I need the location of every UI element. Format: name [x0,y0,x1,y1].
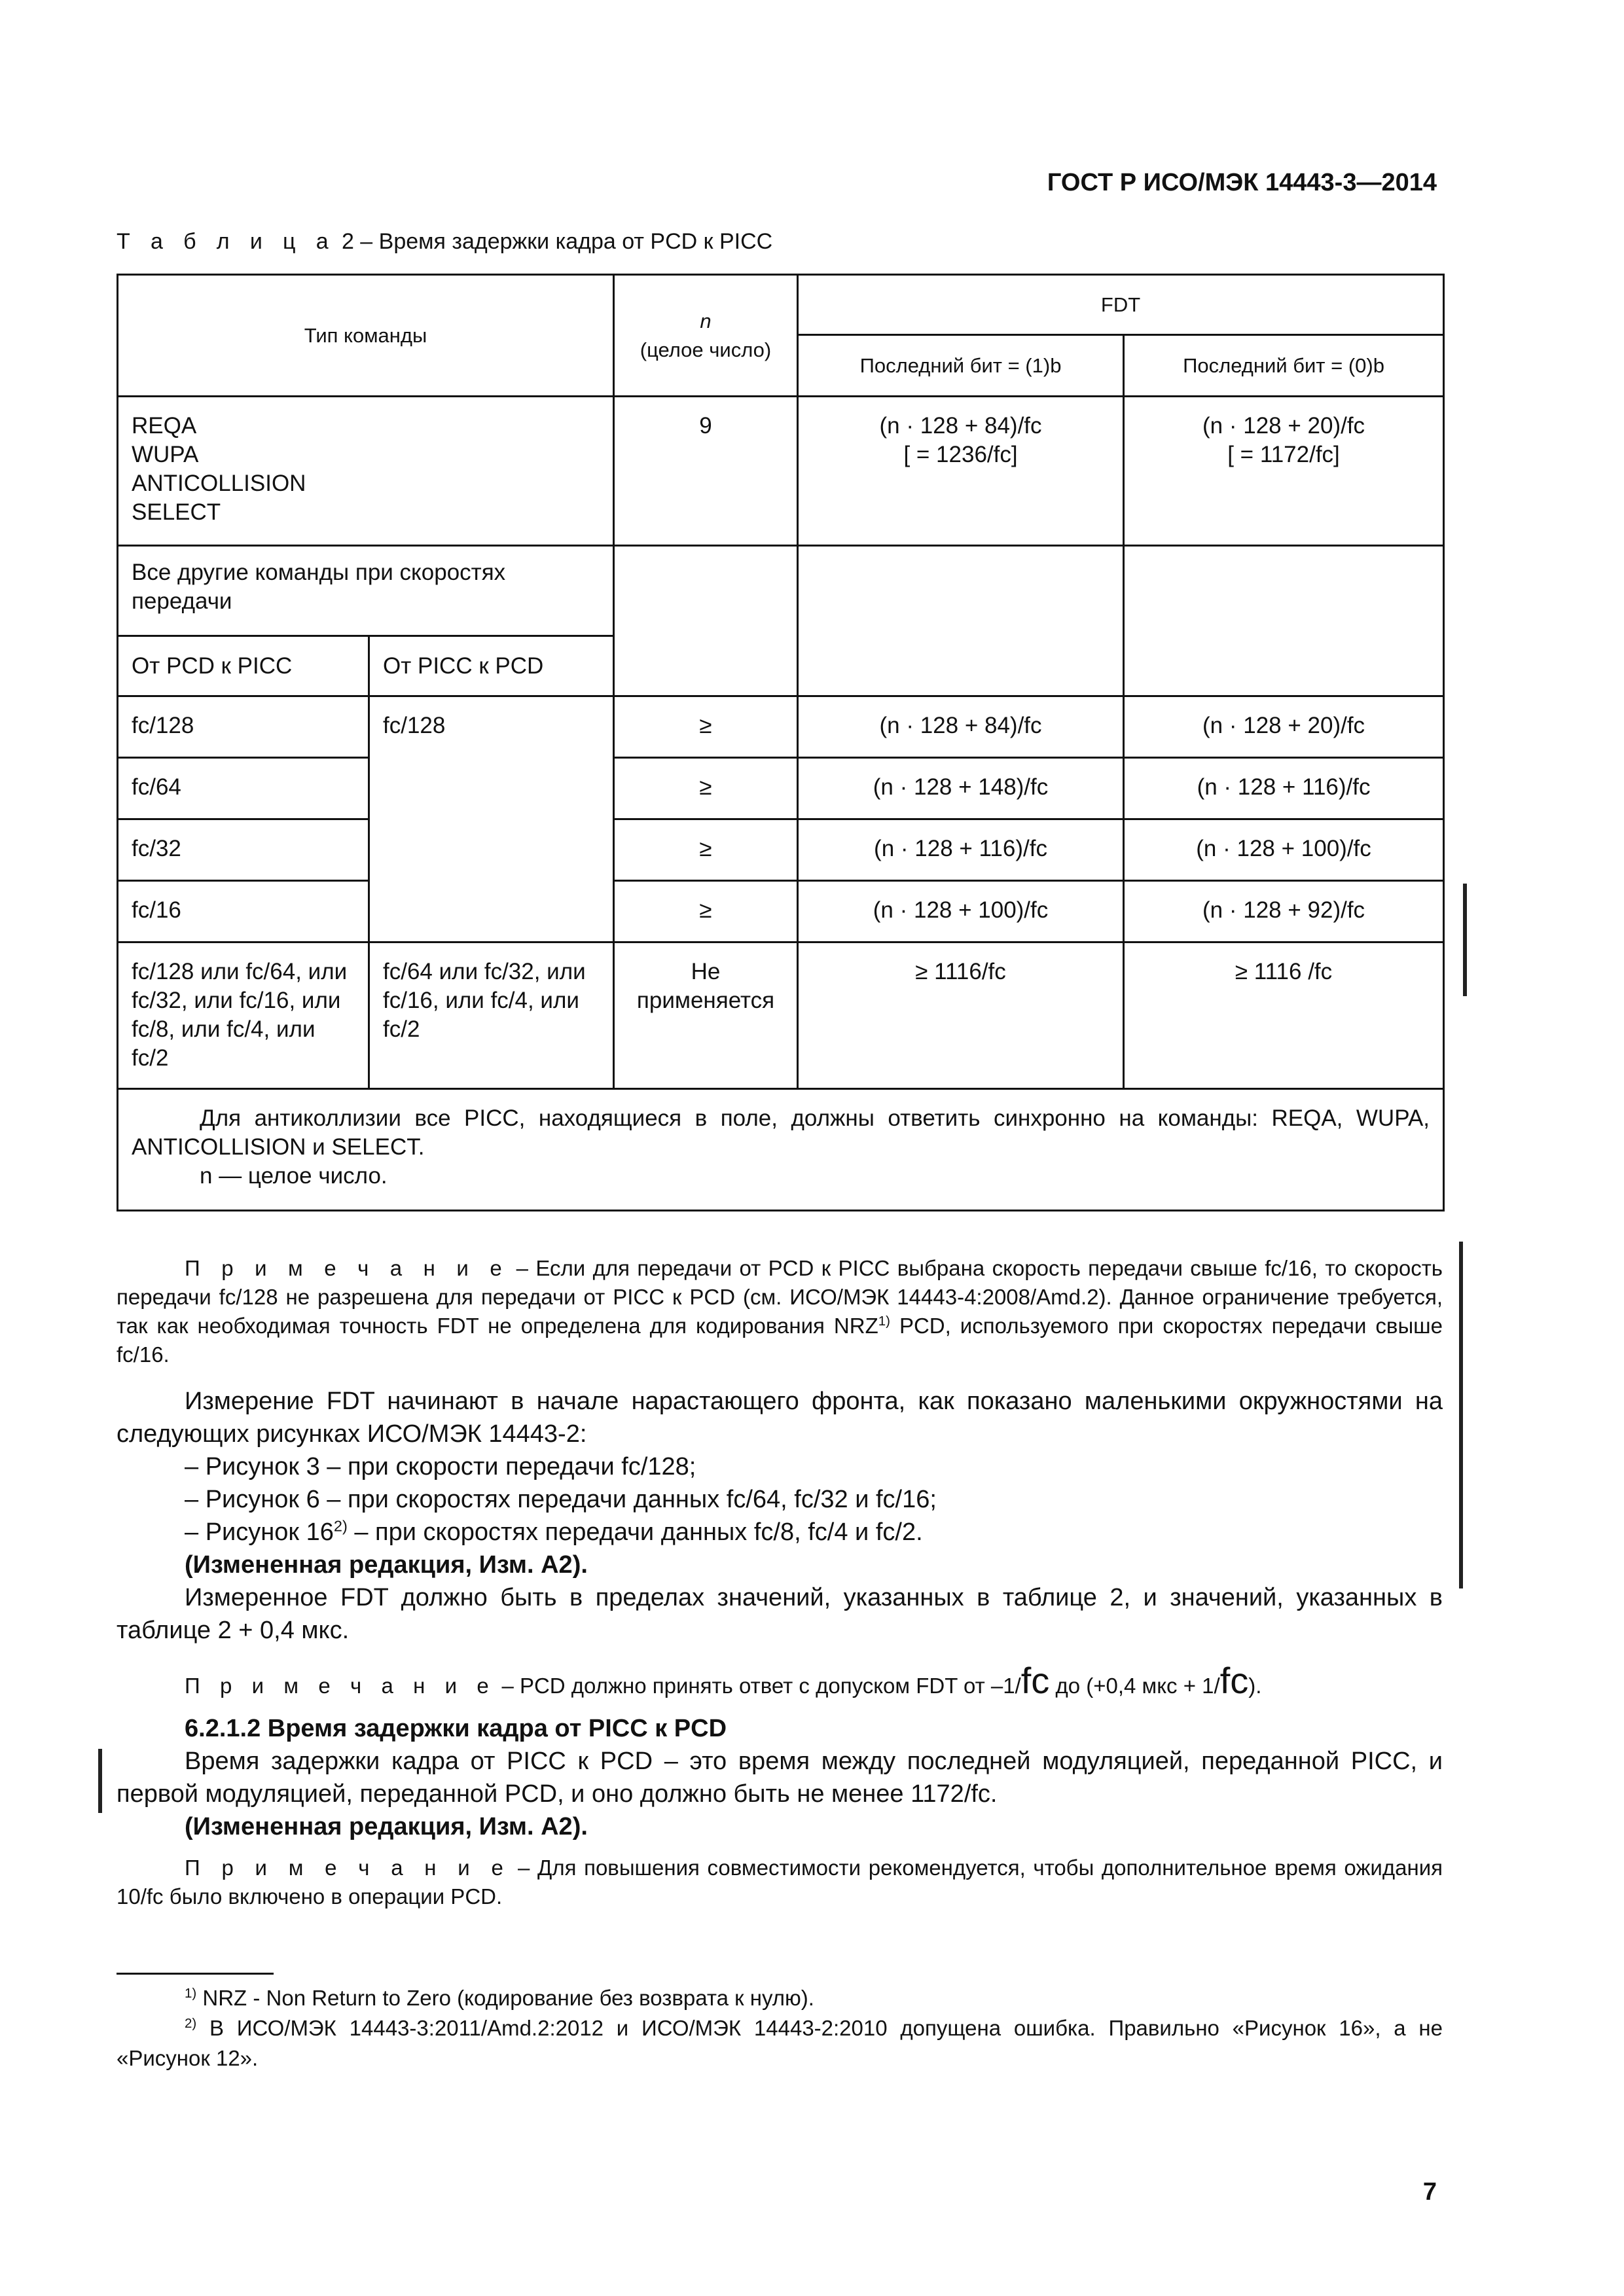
footnote-mark: 1) [185,1986,197,2001]
note-tolerance [117,1660,1443,1701]
header-n-sub: (целое число) [640,338,772,361]
last-row-pcd: fc/128 или fc/64, или fc/32, или fc/16, или fc/8, или fc/4, или fc/2 [118,942,369,1089]
row-n: ≥ [614,819,798,881]
footnotes [117,1983,1443,2073]
commands-fdt1 [798,397,1124,546]
measurement-section [117,1385,1443,1647]
section-text: Время задержки кадра от PICC к PCD – это время между последней модуляцией, переданной PICC, и первой модуляцией, переданной PCD, и оно должно быть не менее 1172/fc. [117,1748,1443,1808]
section-title: 6.2.1.2 Время задержки кадра от PICC к PCD [185,1715,727,1742]
commands-n: 9 [614,397,798,546]
commands-fdt1-value: [ = 1236/fc] [903,442,1018,467]
page-header: ГОСТ Р ИСО/МЭК 14443-3—2014 [1047,169,1437,196]
last-row-n: Не применяется [614,942,798,1089]
table-caption-label: Т а б л и ц а [117,229,336,254]
table-footer-n: n — целое число. [200,1163,388,1189]
measurement-item: – Рисунок 6 – при скоростях передачи данных fc/64, fc/32 и fc/16; [185,1486,937,1513]
command-anticollision: ANTICOLLISION [132,471,306,496]
header-last-bit-1: Последний бит = (1)b [798,335,1124,397]
commands-fdt0-value: [ = 1172/fc] [1227,442,1340,467]
other-commands: Все другие команды при скоростях передачи [118,546,614,636]
row-fdt1: (n · 128 + 116)/fc [798,819,1124,881]
header-n [614,275,798,397]
measurement-item-text: – Рисунок 16 [185,1518,334,1546]
note-fc: fc [1219,1660,1249,1701]
changed-edition: (Измененная редакция, Изм. А2). [185,1813,588,1840]
footnote-separator [117,1973,274,1975]
changed-edition: (Измененная редакция, Изм. А2). [185,1551,588,1579]
note-fc16 [117,1254,1443,1369]
note-text: – PCD должно принять ответ с допуском FDT от –1/ [501,1674,1021,1698]
header-fdt: FDT [798,275,1444,335]
note-label: П р и м е ч а н и е [185,1674,496,1698]
row-fdt1: (n · 128 + 84)/fc [798,696,1124,758]
last-row-picc: fc/64 или fc/32, или fc/16, или fc/4, или fc/2 [369,942,614,1089]
footnote-text: NRZ - Non Return to Zero (кодирование без возврата к нулю). [202,1986,814,2010]
table-footer-note: Для антиколлизии все PICC, находящиеся в поле, должны ответить синхронно на команды: REQA, WUPA, ANTICOLLISION и SELECT. [132,1105,1430,1160]
table-caption-text: 2 – Время задержки кадра от PCD к PICC [341,229,773,254]
other-n-empty [614,546,798,696]
change-bar-right-short [1463,884,1467,996]
change-bar-left [98,1749,102,1813]
row-pcd: fc/128 [118,696,369,758]
note-wait-time [117,1854,1443,1911]
other-fdt0-empty [1124,546,1444,696]
commands-fdt0-formula: (n · 128 + 20)/fc [1202,413,1365,439]
footnote-ref: 1) [878,1314,890,1329]
row-fdt1: (n · 128 + 148)/fc [798,758,1124,819]
measurement-item [117,1516,1443,1549]
header-last-bit-0: Последний бит = (0)b [1124,335,1444,397]
footnote-mark: 2) [185,2016,197,2031]
commands-fdt1-formula: (n · 128 + 84)/fc [879,413,1042,439]
commands-cell [118,397,614,546]
row-n: ≥ [614,696,798,758]
row-fdt0: (n · 128 + 20)/fc [1124,696,1444,758]
section-6-2-1-2 [117,1712,1443,1843]
table-footer [118,1089,1444,1211]
note-fc: fc [1020,1660,1050,1701]
other-fdt1-empty [798,546,1124,696]
command-reqa: REQA [132,413,197,439]
note-text: – Для повышения совместимости рекомендуется, чтобы дополнительное время ожидания 10/fc было включено в операции PCD. [117,1856,1443,1909]
measured-fdt: Измеренное FDT должно быть в пределах значений, указанных в таблице 2, и значений, указанных в таблице 2 + 0,4 мкс. [117,1584,1443,1644]
note-label: П р и м е ч а н и е [185,1856,511,1880]
header-command-type: Тип команды [118,275,614,397]
footnote-2 [117,2013,1443,2073]
row-n: ≥ [614,881,798,942]
note-label: П р и м е ч а н и е [185,1256,509,1280]
row-fdt0: (n · 128 + 92)/fc [1124,881,1444,942]
command-select: SELECT [132,499,221,525]
row-fdt0: (n · 128 + 116)/fc [1124,758,1444,819]
note-text: до (+0,4 мкс + 1/ [1055,1674,1220,1698]
footnote-text: В ИСО/МЭК 14443-3:2011/Amd.2:2012 и ИСО/МЭК 14443-2:2010 допущена ошибка. Правильно «Рисунок 16», а не «Рисунок 12». [117,2016,1443,2070]
subheader-pcd-to-picc: От PCD к PICC [118,636,369,696]
note-text-end: PCD, используемого при скоростях передачи свыше fc/16. [117,1314,1443,1367]
footnote-ref: 2) [333,1517,348,1535]
row-pcd: fc/64 [118,758,369,819]
commands-fdt0 [1124,397,1444,546]
row-pcd: fc/32 [118,819,369,881]
page-number: 7 [1422,2178,1437,2206]
last-row-fdt0: ≥ 1116 /fc [1124,942,1444,1089]
measurement-intro: Измерение FDT начинают в начале нарастающего фронта, как показано маленькими окружностями на следующих рисунках ИСО/МЭК 14443-2: [117,1388,1443,1448]
row-fdt0: (n · 128 + 100)/fc [1124,819,1444,881]
change-bar-right-long [1459,1242,1463,1588]
measurement-item: – Рисунок 3 – при скорости передачи fc/128; [185,1453,696,1480]
row-n: ≥ [614,758,798,819]
row-pcd: fc/16 [118,881,369,942]
footnote-1 [117,1983,1443,2013]
header-n-symbol: n [700,309,712,332]
note-text: – Если для передачи от PCD к PICC выбрана скорость передачи свыше fc/16, то скорость передачи fc/128 не разрешена для передачи от PICC к PCD (см. ИСО/МЭК 14443-4:2008/Amd.2). Данное ограничение требуется, так как необходимая точность FDT не определена для кодирования NRZ [117,1256,1443,1338]
subheader-picc-to-pcd: От PICC к PCD [369,636,614,696]
command-wupa: WUPA [132,442,199,467]
fdt-table [117,274,1445,1211]
row-fdt1: (n · 128 + 100)/fc [798,881,1124,942]
row-picc: fc/128 [369,696,614,942]
table-caption [117,229,772,255]
note-text: ). [1248,1674,1262,1698]
last-row-fdt1: ≥ 1116/fc [798,942,1124,1089]
measurement-item-text-end: – при скоростях передачи данных fc/8, fc/4 и fc/2. [354,1518,923,1546]
